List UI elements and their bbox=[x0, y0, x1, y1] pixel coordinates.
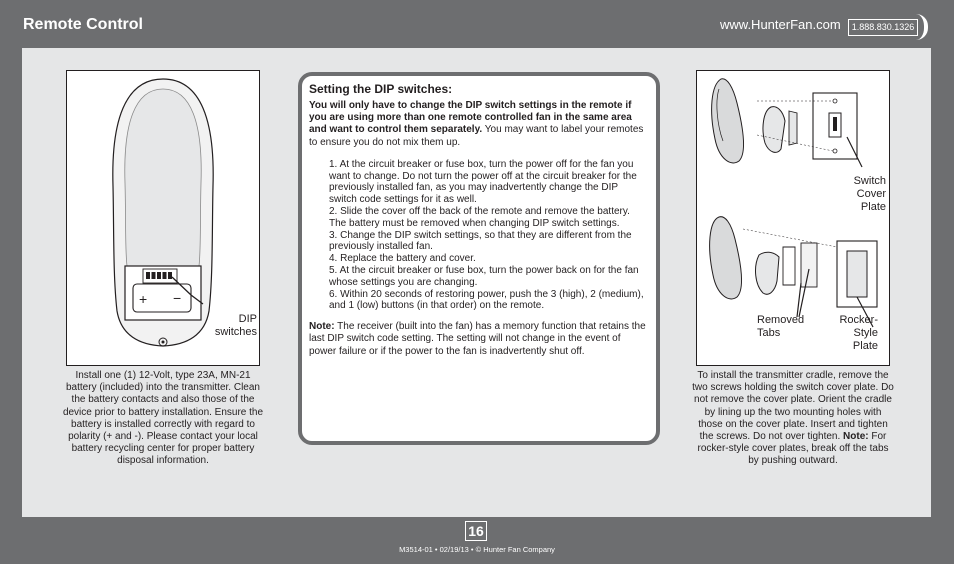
rocker-style-plate-callout bbox=[837, 314, 878, 353]
dip-step: 2. Slide the cover off the back of the remote and remove the battery. The battery must be removed when changing DIP switch settings. bbox=[329, 206, 630, 229]
battery-caption: Install one (1) 12-Volt, type 23A, MN-21 battery (included) into the transmitter. Clean the battery contacts and also those of the device prior to battery installation. Ensure the battery is installed correctly with regard to polarity (+ and -). Please contact your local battery recycling center for proper battery disposal information. bbox=[62, 370, 264, 467]
callout-line: Removed bbox=[757, 314, 805, 326]
phone-curl-icon bbox=[916, 14, 928, 40]
dip-note bbox=[309, 321, 648, 358]
dip-intro bbox=[309, 100, 648, 149]
cradle-caption-text: To install the transmitter cradle, remove the two screws holding the switch cover plate. Do not remove the cover plate. Orient the cradle by lining up the two mounting holes with those on the cover plate. Insert and tighten the screws. Do not over tighten. bbox=[692, 370, 894, 443]
content-panel bbox=[22, 48, 931, 517]
callout-line: Plate bbox=[852, 340, 878, 352]
dip-intro-rest: You may want to label your remotes to ensure you do not mix them up. bbox=[309, 124, 644, 148]
dip-intro-bold: You will only have to change the DIP switch settings in the remote if you are using more than one remote controlled fan in the same area and want to control them separately. bbox=[309, 100, 632, 136]
switch-cover-plate-callout bbox=[837, 175, 886, 214]
dip-steps-list bbox=[309, 159, 648, 312]
dip-step: 1. At the circuit breaker or fuse box, turn the power off for the fan you want to change. Do not turn the power off at the circuit breaker for the previously installed fan, as you may inadvertently change the DIP switch code settings for it as well. bbox=[329, 158, 637, 206]
cradle-caption bbox=[692, 370, 894, 468]
dip-step: 3. Change the DIP switch settings, so that they are different from the previously installed fan. bbox=[329, 229, 632, 253]
cradle-note-label: Note: bbox=[843, 431, 869, 443]
dip-step: 4. Replace the battery and cover. bbox=[329, 253, 476, 265]
callout-line: DIP bbox=[238, 313, 257, 325]
dip-heading: Setting the DIP switches: bbox=[309, 82, 453, 96]
page-number: 16 bbox=[465, 521, 487, 541]
footer-text: M3514-01 • 02/19/13 • © Hunter Fan Company bbox=[399, 545, 555, 554]
dip-switches-callout bbox=[207, 313, 257, 339]
callout-line: Switch bbox=[853, 175, 886, 187]
callout-line: Plate bbox=[860, 201, 886, 213]
note-text: The receiver (built into the fan) has a memory function that retains the last DIP switch code setting. The setting will not change in the event of power failure or if the power to the fan is inadvertently shut off. bbox=[309, 321, 646, 357]
cradle-installation-illustration bbox=[696, 70, 890, 366]
note-label: Note: bbox=[309, 321, 335, 333]
remote-back-illustration bbox=[66, 70, 260, 366]
callout-line: switches bbox=[214, 326, 257, 338]
cradle-note-text: For rocker-style cover plates, break off the tabs by pushing outward. bbox=[697, 431, 889, 467]
dip-step: 5. At the circuit breaker or fuse box, turn the power back on for the fan whose settings you are changing. bbox=[329, 264, 639, 288]
callout-line: Tabs bbox=[757, 327, 781, 339]
removed-tabs-callout bbox=[757, 314, 827, 340]
callout-line: Cover bbox=[856, 188, 886, 200]
dip-instructions-box bbox=[298, 72, 660, 445]
website-link[interactable]: www.HunterFan.com bbox=[720, 17, 841, 32]
page-title: Remote Control bbox=[23, 16, 143, 33]
callout-line: Style bbox=[853, 327, 878, 339]
phone-number: 1.888.830.1326 bbox=[848, 19, 918, 36]
callout-line: Rocker- bbox=[839, 314, 878, 326]
svg-text:−: − bbox=[173, 290, 182, 306]
svg-text:+: + bbox=[139, 291, 148, 307]
dip-step: 6. Within 20 seconds of restoring power, push the 3 (high), 2 (medium), and 1 (low) buttons (in that order) on the remote. bbox=[329, 288, 644, 312]
